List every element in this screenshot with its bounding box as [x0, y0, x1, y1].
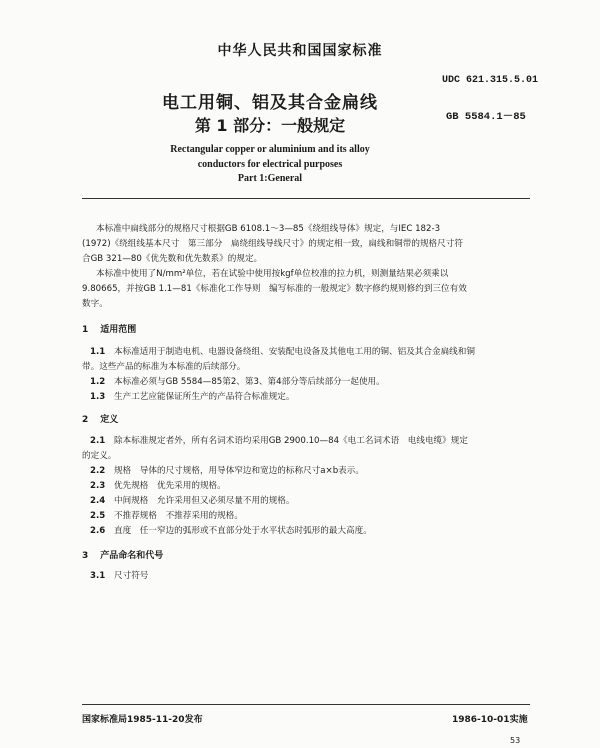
- section-1-title: 适用范围: [100, 325, 137, 335]
- document-title: 电工用铜、铝及其合金扁线: [162, 93, 378, 113]
- clause-2-4: [90, 494, 294, 506]
- clause-2-6-text: 直度 任一窄边的弧形或不直部分处于水平状态时弧形的最大高度。: [114, 526, 372, 536]
- clause-1-1-text: 本标准适用于制造电机、电器设备绕组、安装配电设备及其他电工用的铜、铝及其合金扁线和铜: [114, 347, 475, 357]
- clause-1-1-continuation: 带。这些产品的标准为本标准的后续部分。: [82, 362, 246, 372]
- section-2-heading: [82, 412, 118, 425]
- section-1-number: 1: [82, 325, 89, 335]
- clause-2-2-text: 规格 导体的尺寸规格，用导体窄边和宽边的标称尺寸a×b表示。: [114, 466, 364, 476]
- intro-para-2-line-1: 本标准中使用了N/mm²单位，若在试验中使用按kgf单位校准的拉力机，则测量结果必须乘以: [96, 269, 449, 279]
- clause-2-3: [90, 479, 226, 491]
- clause-1-1-number: 1.1: [90, 347, 106, 357]
- clause-2-3-number: 2.3: [90, 481, 106, 491]
- clause-1-3-number: 1.3: [90, 392, 106, 402]
- clause-3-1: [90, 569, 148, 581]
- clause-2-5-text: 不推荐规格 不推荐采用的规格。: [114, 511, 243, 521]
- clause-1-2-text: 本标准必须与GB 5584—85第2、第3、第4部分等后续部分一起使用。: [114, 377, 385, 387]
- document-subtitle: 第 1 部分：一般规定: [194, 116, 346, 135]
- gb-code: GB 5584.1－85: [446, 111, 526, 123]
- clause-2-2: [90, 464, 364, 476]
- clause-2-6-number: 2.6: [90, 526, 106, 536]
- udc-code: UDC 621.315.5.01: [442, 75, 539, 86]
- intro-para-2-line-3: 数字。: [82, 299, 108, 309]
- clause-1-2-number: 1.2: [90, 377, 106, 387]
- section-3-number: 3: [82, 551, 89, 561]
- clause-2-2-number: 2.2: [90, 466, 106, 476]
- footer-divider: [82, 704, 530, 705]
- clause-1-2: [90, 375, 385, 387]
- clause-2-5: [90, 509, 243, 521]
- standard-org-title: 中华人民共和国国家标准: [217, 43, 383, 59]
- section-1-heading: [82, 322, 136, 335]
- clause-3-1-number: 3.1: [90, 571, 106, 581]
- section-2-title: 定义: [100, 415, 119, 425]
- section-2-number: 2: [82, 415, 89, 425]
- clause-2-5-number: 2.5: [90, 511, 106, 521]
- clause-3-1-text: 尺寸符号: [114, 571, 149, 581]
- clause-2-3-text: 优先规格 优先采用的规格。: [114, 481, 226, 491]
- clause-2-4-number: 2.4: [90, 496, 106, 506]
- english-title-line-3: Part 1:General: [237, 173, 303, 184]
- clause-1-3: [90, 390, 294, 402]
- clause-2-1: [90, 434, 468, 446]
- english-title-line-2: conductors for electrical purposes: [197, 159, 343, 170]
- intro-para-2-line-2: 9.80665，并按GB 1.1—81《标准化工作导则 编写标准的一般规定》数字修约规则修约到三位有效: [82, 284, 467, 294]
- issue-date: 国家标准局1985-11-20发布: [82, 715, 203, 725]
- section-3-title: 产品命名和代号: [100, 551, 164, 561]
- clause-1-3-text: 生产工艺应能保证所生产的产品符合标准规定。: [114, 392, 295, 402]
- clause-1-1: [90, 345, 475, 357]
- clause-2-4-text: 中间规格 允许采用但又必须尽量不用的规格。: [114, 496, 295, 506]
- intro-para-1-line-2: (1972)《绕组线基本尺寸 第三部分 扁绕组线导线尺寸》的规定相一致，扁线和铜带的规格尺寸符: [82, 239, 463, 249]
- intro-para-1-line-1: 本标准中扁线部分的规格尺寸根据GB 6108.1～3—85《绕组线导体》规定，与IEC 182-3: [96, 224, 441, 234]
- section-3-heading: [82, 548, 163, 561]
- implementation-date: 1986-10-01实施: [452, 715, 528, 725]
- clause-2-1-number: 2.1: [90, 436, 106, 446]
- page-number: 53: [510, 736, 521, 745]
- clause-2-6: [90, 524, 372, 536]
- header-divider: [82, 198, 530, 199]
- english-title-line-1: Rectangular copper or aluminium and its alloy: [170, 144, 370, 155]
- intro-para-1-line-3: 合GB 321—80《优先数和优先数系》的规定。: [82, 254, 263, 264]
- clause-2-1-text: 除本标准规定者外，所有名词术语均采用GB 2900.10—84《电工名词术语 电线电缆》规定: [114, 436, 468, 446]
- clause-2-1-continuation: 的定义。: [82, 451, 117, 461]
